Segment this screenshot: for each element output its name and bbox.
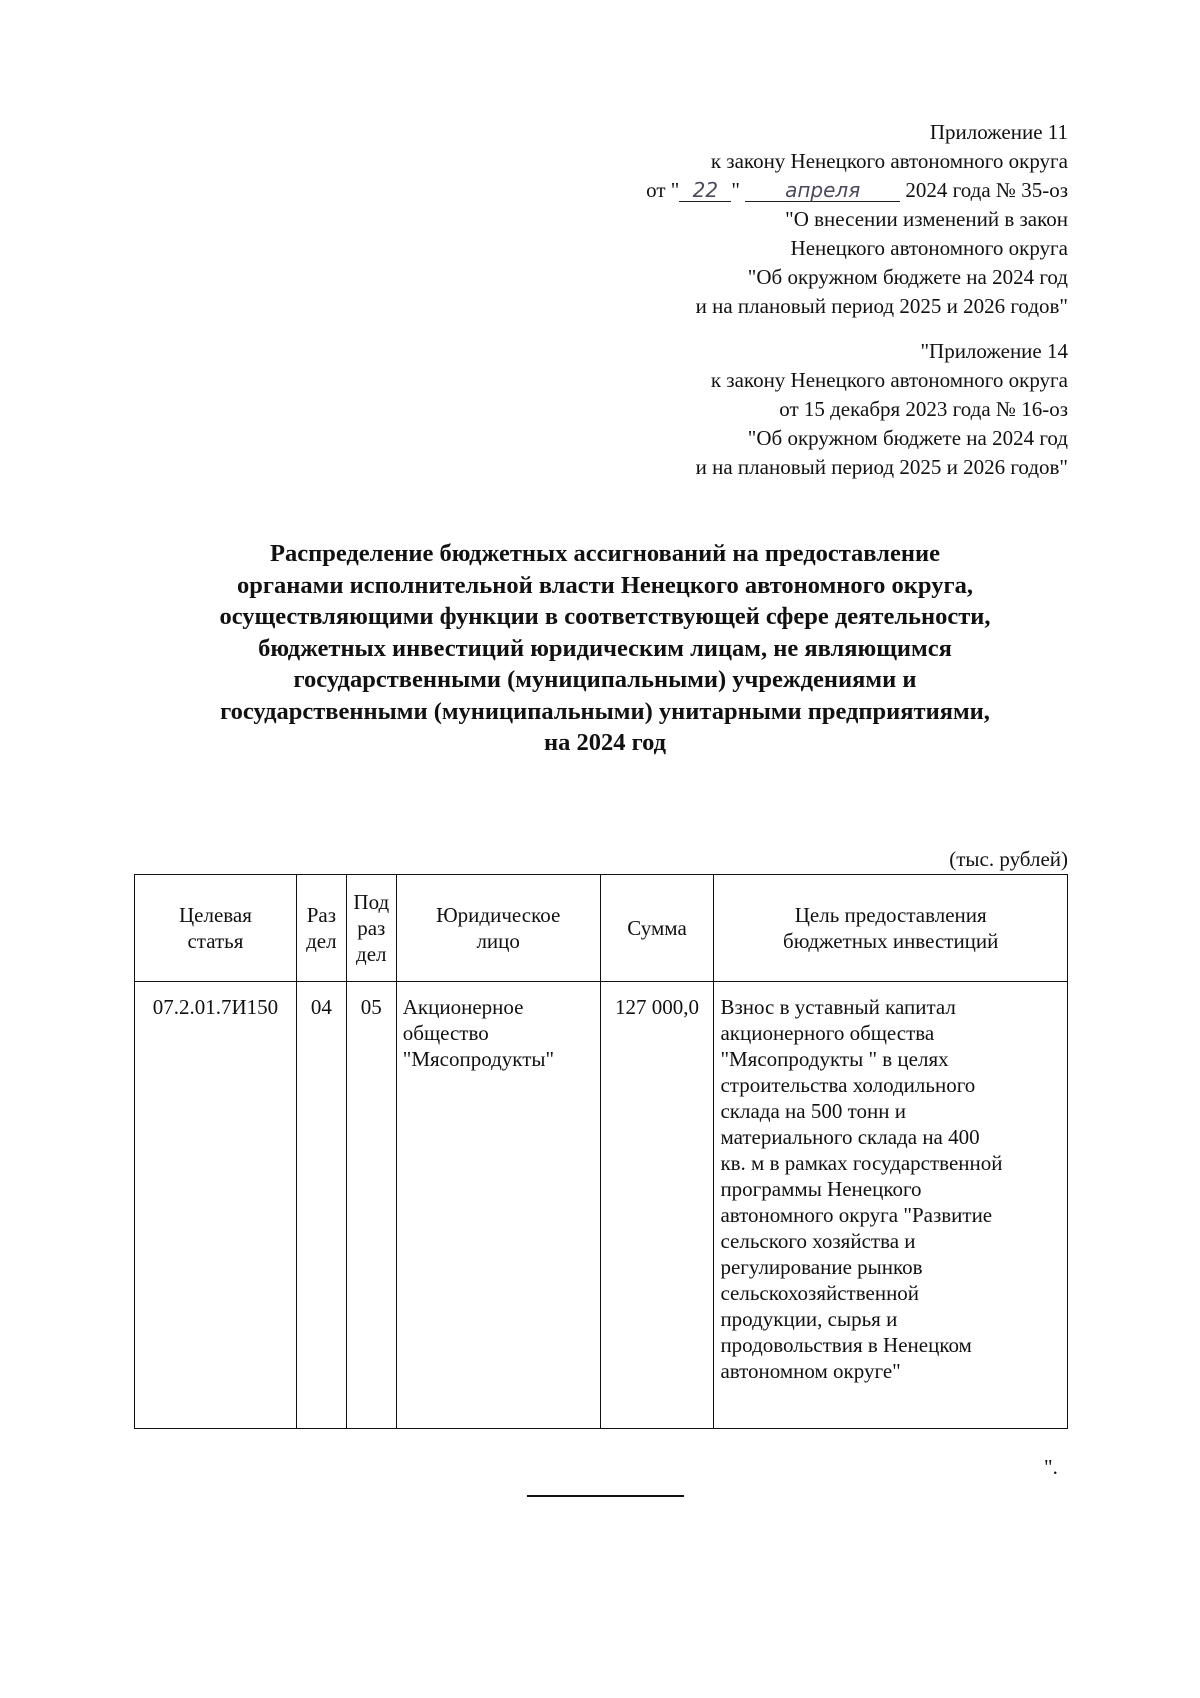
appendix-header — [548, 118, 1068, 321]
table-header-row — [135, 875, 1068, 982]
closing-quote-mark: ". — [1044, 1455, 1058, 1479]
cell-amount: 127 000,0 — [600, 982, 714, 1429]
appendix-law-name-3: "Об окружном бюджете на 2024 год — [747, 265, 1068, 289]
title-line: бюджетных инвестиций юридическим лицам, не являющимся — [258, 634, 952, 662]
header-target-article: Целевая статья — [135, 875, 297, 982]
table-row — [135, 982, 1068, 1429]
header-subsection: Под раз дел — [346, 875, 396, 982]
appendix-law-name-2: Ненецкого автономного округа — [790, 236, 1068, 260]
appendix-to-law: к закону Ненецкого автономного округа — [710, 149, 1068, 173]
title-line: Распределение бюджетных ассигнований на предоставление — [270, 540, 940, 567]
cell-section: 04 — [296, 982, 346, 1429]
cell-legal-entity: Акционерное общество "Мясопродукты" — [396, 982, 600, 1429]
handwritten-month: апреля — [745, 179, 900, 202]
original-appendix-to-law: к закону Ненецкого автономного округа — [710, 368, 1068, 392]
original-appendix-law-name-2: и на плановый период 2025 и 2026 годов" — [695, 455, 1068, 479]
title-line: осуществляющими функции в соответствующей сфере деятельности, — [219, 603, 991, 630]
handwritten-day: 22 — [679, 179, 731, 202]
original-appendix-law-name-1: "Об окружном бюджете на 2024 год — [747, 426, 1068, 450]
original-appendix-title: "Приложение 14 — [920, 339, 1068, 363]
appendix-title: Приложение 11 — [929, 120, 1068, 144]
document-title — [110, 538, 1100, 759]
units-label: (тыс. рублей) — [949, 847, 1068, 871]
date-quote: " — [731, 178, 740, 202]
cell-target-article: 07.2.01.7И150 — [135, 982, 297, 1429]
title-line: государственными (муниципальными) учреждениями и — [293, 666, 917, 693]
date-prefix: от " — [646, 178, 680, 202]
header-amount: Сумма — [600, 875, 714, 982]
original-appendix-date: от 15 декабря 2023 года № 16-оз — [779, 397, 1068, 421]
header-legal-entity: Юридическое лицо — [396, 875, 600, 982]
header-section: Раз дел — [296, 875, 346, 982]
appendix-law-name-1: "О внесении изменений в закон — [785, 207, 1068, 231]
end-divider-line — [527, 1495, 684, 1497]
header-purpose: Цель предоставления бюджетных инвестиций — [714, 875, 1068, 982]
budget-table — [134, 874, 1068, 1429]
title-line: государственными (муниципальными) унитарными предприятиями, — [220, 697, 990, 725]
date-suffix: 2024 года № 35-оз — [905, 178, 1068, 202]
appendix-law-name-4: и на плановый период 2025 и 2026 годов" — [695, 294, 1068, 318]
cell-purpose: Взнос в уставный капитал акционерного общества "Мясопродукты " в целях строительства холодильного склада на 500 тонн и материального склада на 400 кв. м в рамках государственной программы Ненецкого автономного округа "Развитие сельского хозяйства и регулирование рынков сельскохозяйственной продукции, сырья и продовольствия в Ненецком автономном округе" — [714, 982, 1068, 1429]
title-line: органами исполнительной власти Ненецкого автономного округа, — [237, 571, 973, 599]
cell-subsection: 05 — [346, 982, 396, 1429]
original-appendix-header — [548, 337, 1068, 482]
appendix-date-line — [548, 176, 1068, 205]
title-line: на 2024 год — [543, 729, 667, 756]
